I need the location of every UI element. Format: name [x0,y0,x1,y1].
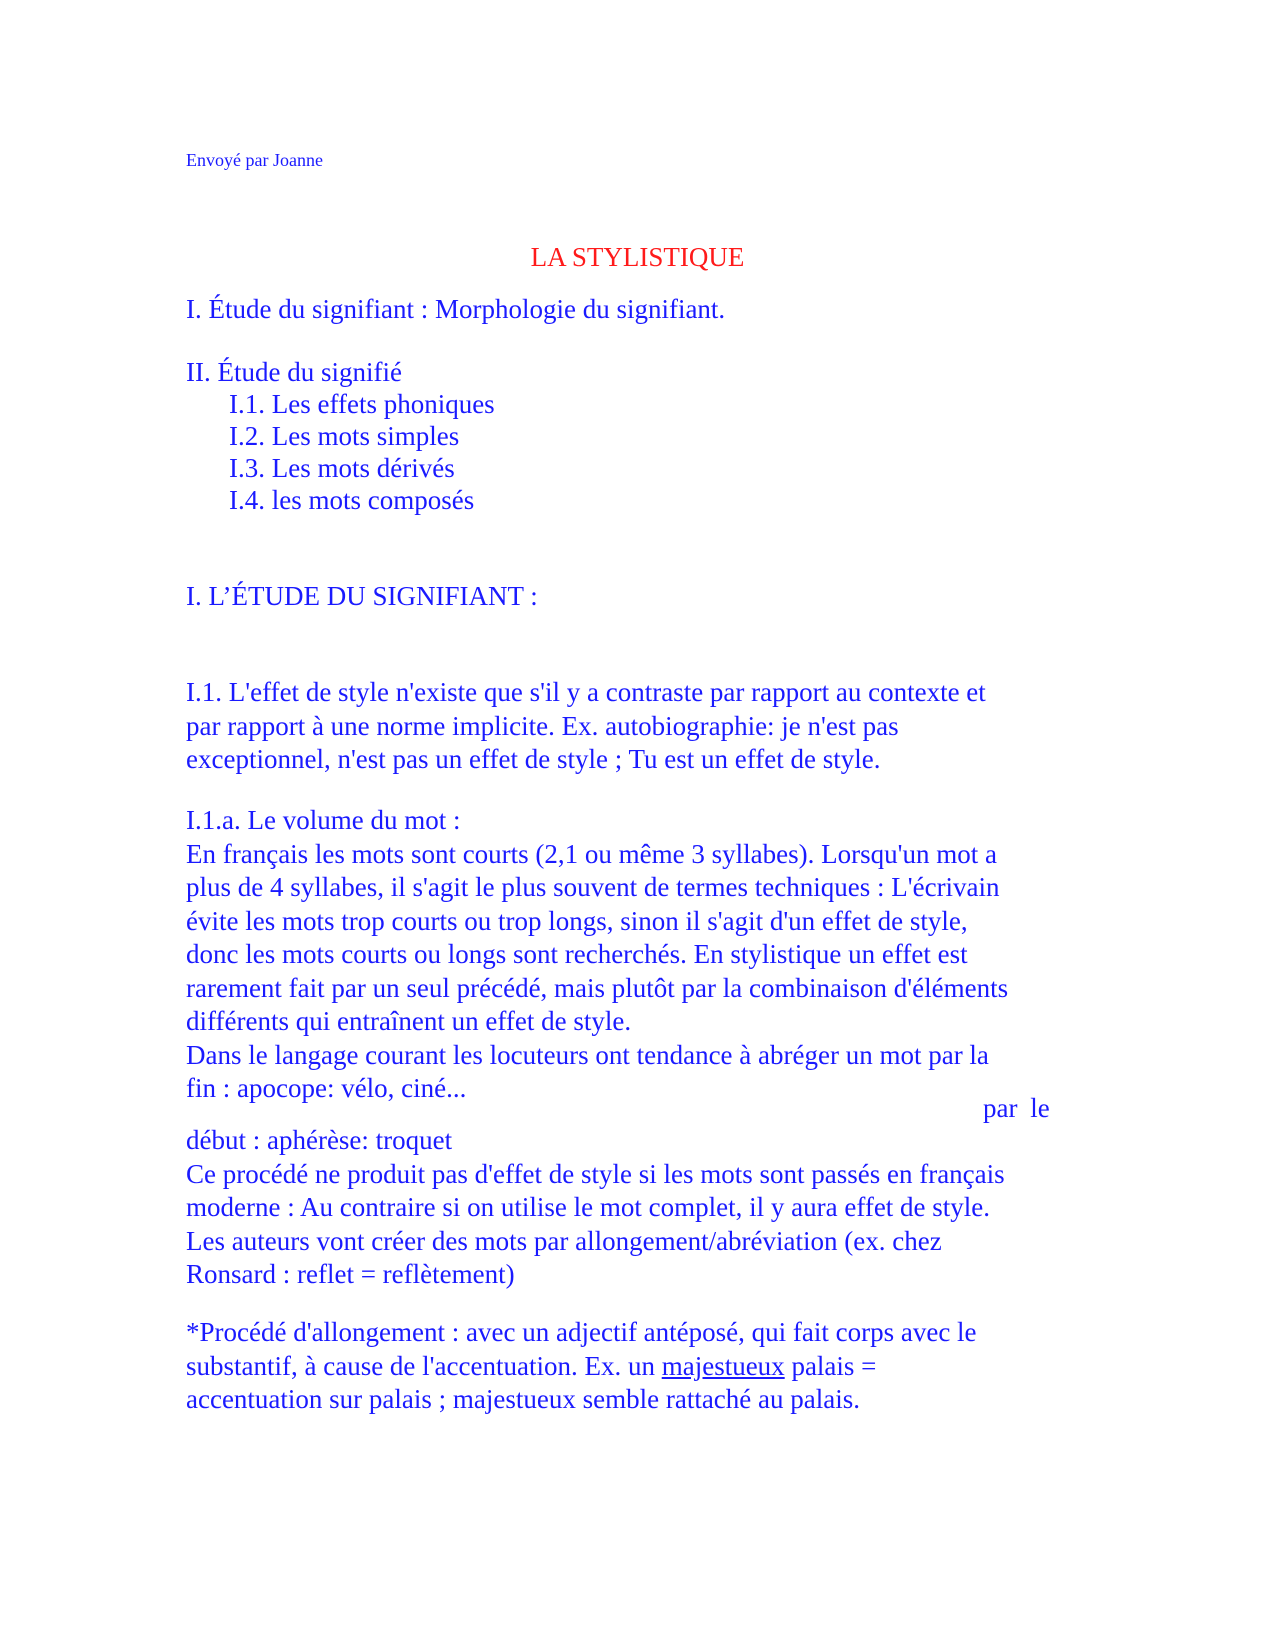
paragraph-allongement [186,1316,1086,1417]
paragraph-line: En français les mots sont courts (2,1 ou même 3 syllabes). Lorsqu'un mot a [186,838,997,869]
paragraph-line [186,1350,1086,1384]
paragraph-line: *Procédé d'allongement : avec un adjectif antéposé, qui fait corps avec le [186,1317,977,1347]
paragraph-line: exceptionnel, n'est pas un effet de style ; Tu est un effet de style. [186,744,881,774]
outline-item-2: II. Étude du signifié [186,357,402,387]
paragraph-line: plus de 4 syllabes, il s'agit le plus souvent de termes techniques : L'écrivain [186,872,1000,902]
paragraph-volume-du-mot [186,804,1086,1106]
paragraph-line: Ronsard : reflet = reflètement) [186,1259,515,1289]
paragraph-aphérèse [186,1124,1086,1292]
text-segment: palais = [784,1350,877,1381]
paragraph-line: Les auteurs vont créer des mots par allongement/abréviation (ex. chez [186,1225,942,1256]
paragraph-line: différents qui entraînent un effet de style. [186,1006,632,1036]
paragraph-line: début : aphérèse: troquet [186,1125,453,1155]
section-heading: I. L’ÉTUDE DU SIGNIFIANT : [186,581,538,611]
paragraph-line: par rapport à une norme implicite. Ex. autobiographie: je n'est pas [186,710,899,741]
paragraph-line: I.1.a. Le volume du mot : [186,805,461,835]
outline-subitem: I.3. Les mots dérivés [229,453,455,483]
paragraph-line: rarement fait par un seul précédé, mais plutôt par la combinaison d'éléments [186,972,1009,1003]
paragraph-line: Dans le langage courant les locuteurs ont tendance à abréger un mot par la [186,1039,989,1070]
underlined-word: majestueux [661,1350,785,1381]
paragraph-effet-de-style [186,676,1086,777]
paragraph-line: donc les mots courts ou longs sont recherchés. En stylistique un effet est [186,939,968,969]
paragraph-line: Ce procédé ne produit pas d'effet de style si les mots sont passés en français [186,1158,1005,1189]
document-title: LA STYLISTIQUE [530,242,745,272]
sender-line: Envoyé par Joanne [186,150,323,170]
right-aligned-fragment: par le [983,1093,1050,1123]
paragraph-line: I.1. L'effet de style n'existe que s'il y a contraste par rapport au contexte et [186,677,986,707]
paragraph-line: moderne : Au contraire si on utilise le mot complet, il y aura effet de style. [186,1192,991,1222]
outline-subitem: I.4. les mots composés [229,485,475,515]
text-segment: substantif, à cause de l'accentuation. Ex. un [186,1350,662,1381]
paragraph-line: accentuation sur palais ; majestueux semble rattaché au palais. [186,1384,860,1414]
outline-subitem: I.2. Les mots simples [229,421,460,451]
paragraph-line: fin : apocope: vélo, ciné... [186,1073,467,1103]
outline-item-1: I. Étude du signifiant : Morphologie du signifiant. [186,294,726,324]
paragraph-line: évite les mots trop courts ou trop longs, sinon il s'agit d'un effet de style, [186,905,968,936]
outline-subitem: I.1. Les effets phoniques [229,389,495,419]
